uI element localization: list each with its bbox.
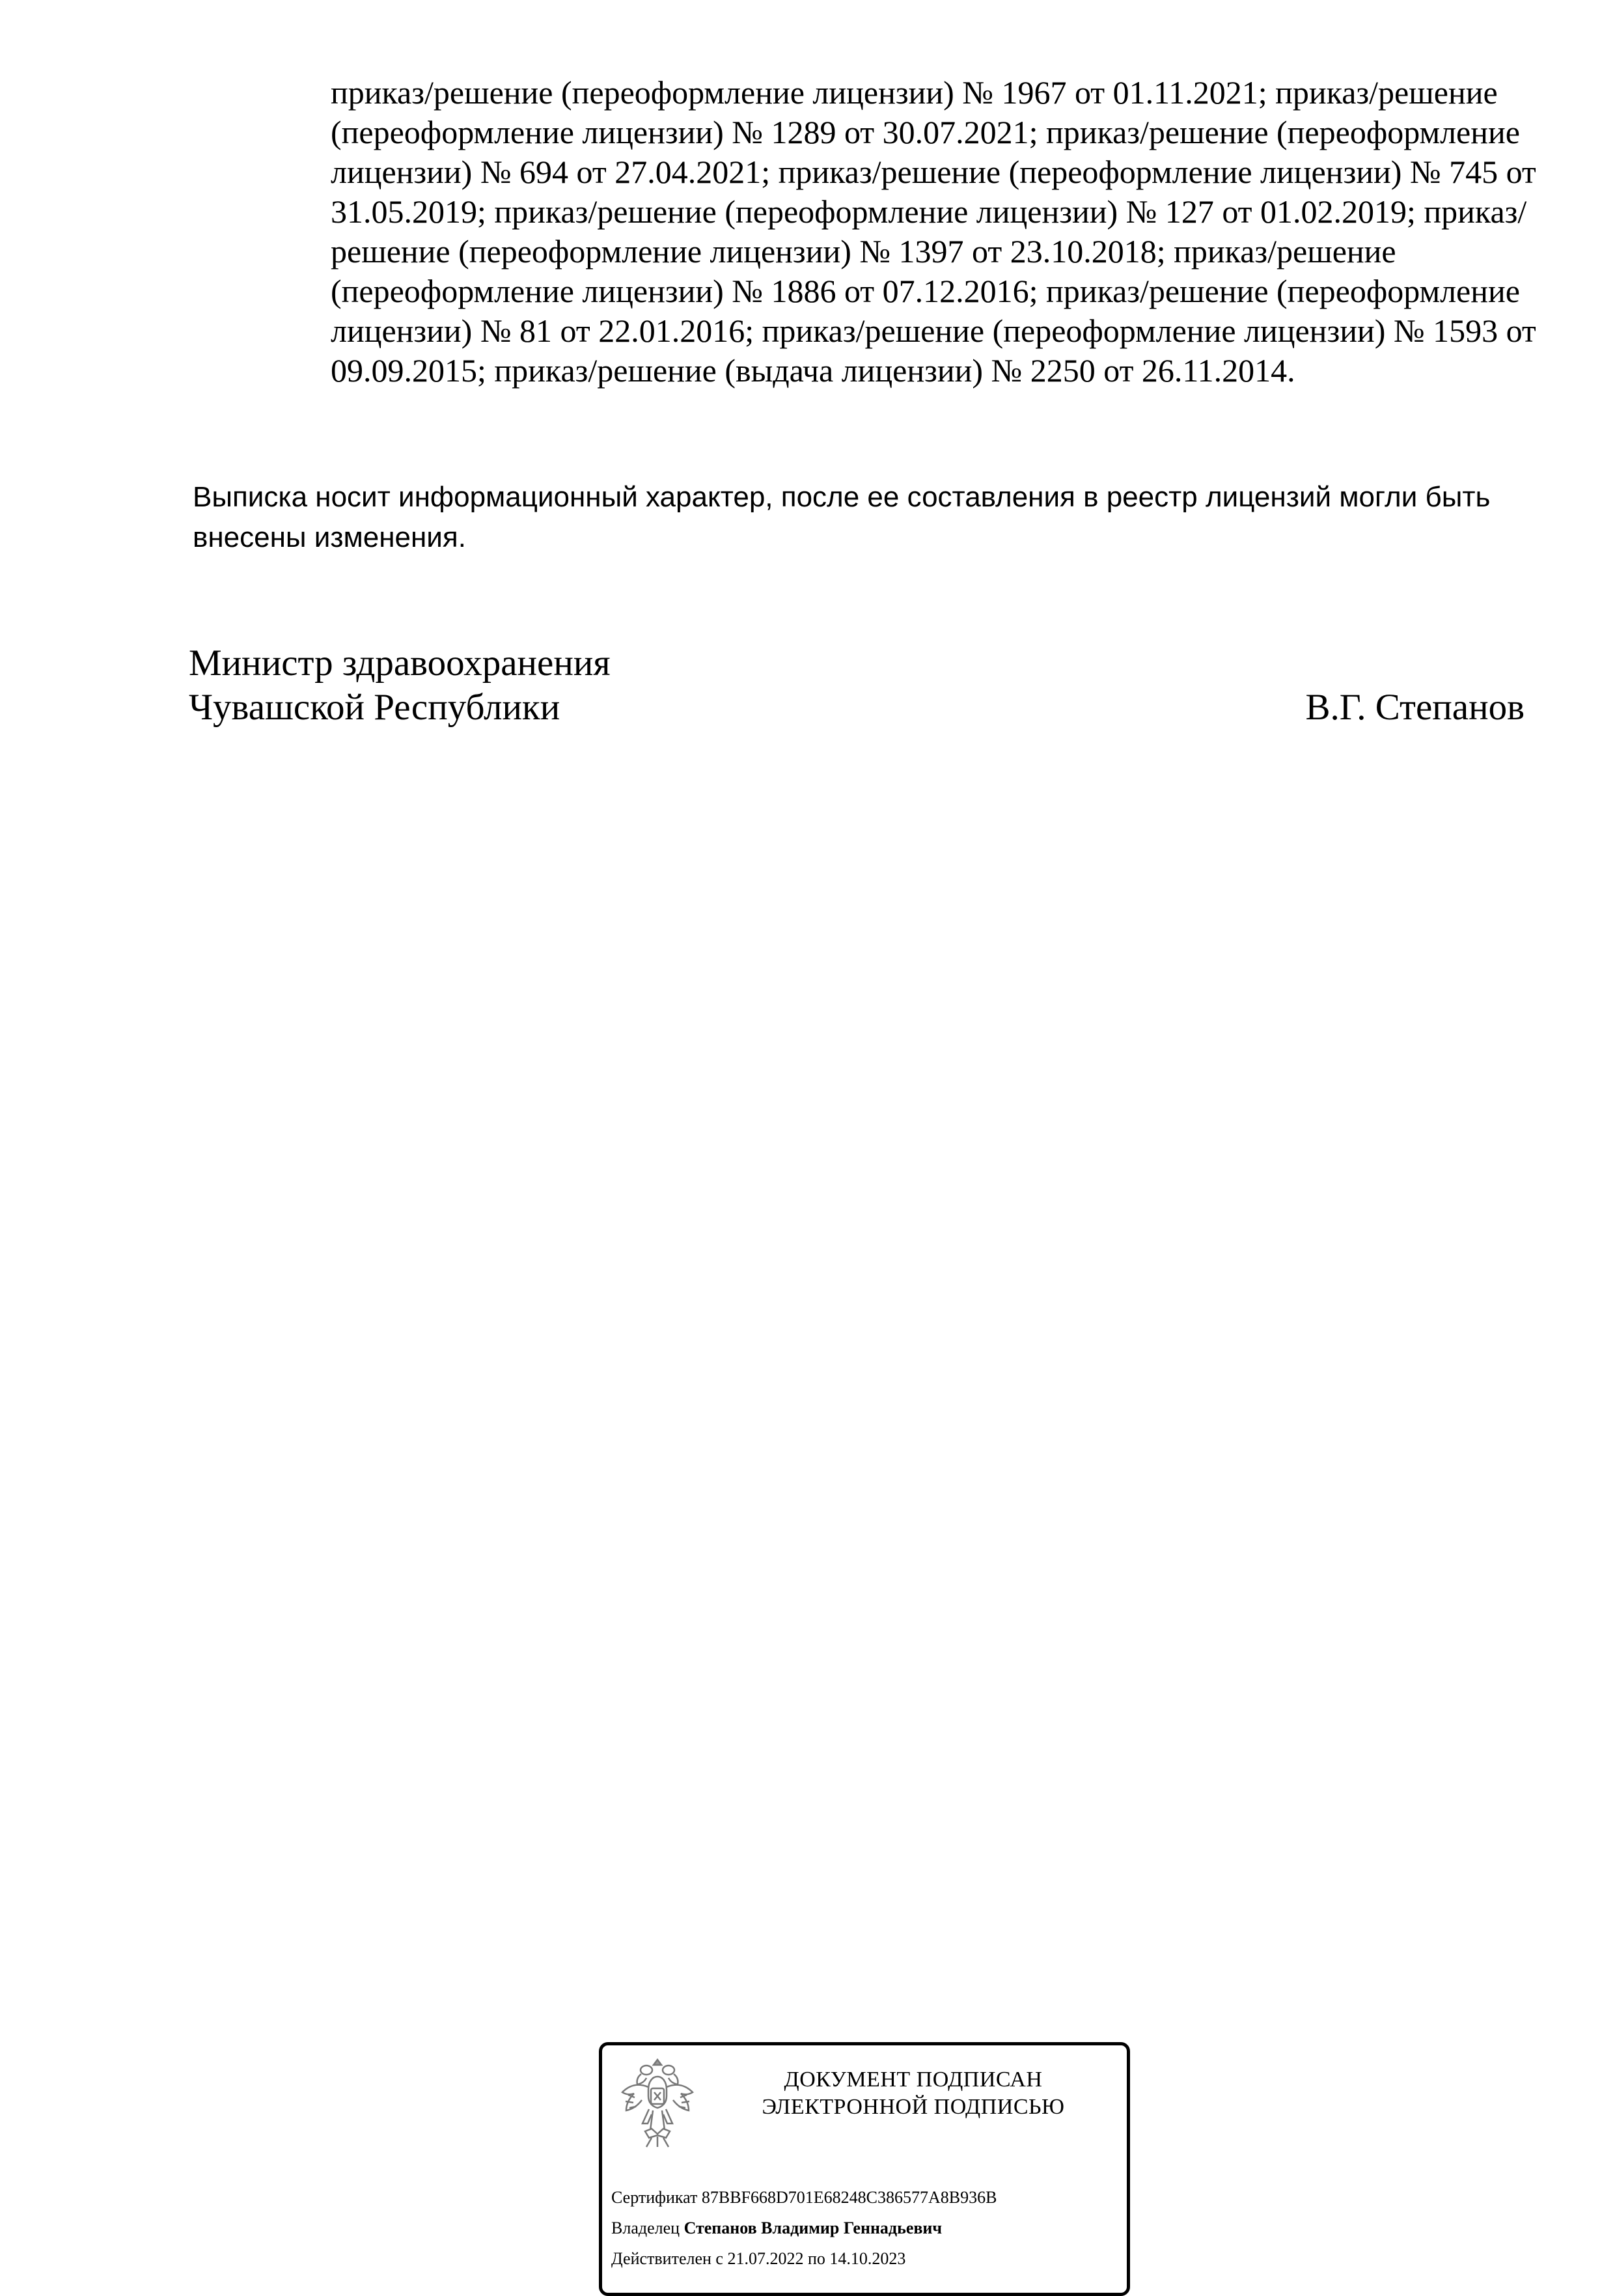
- stamp-details: [611, 2182, 997, 2274]
- signatory-name: В.Г. Степанов: [1305, 687, 1525, 728]
- information-notice: Выписка носит информационный характер, после ее составления в реестр лицензий могли быть внесены изменения.: [193, 481, 1491, 553]
- electronic-signature-stamp: [599, 2042, 1130, 2296]
- orders-history-paragraph: приказ/решение (переоформление лицензии) № 1967 от 01.11.2021; приказ/решение (переоформление лицензии) № 1289 от 30.07.2021; приказ/решение (переоформление лицензии) № 694 от 27.04.2021; приказ/решение (переоформление лицензии) № 745 от 31.05.2019; приказ/решение (переоформление лицензии) № 127 от 01.02.2019; приказ/решение (переоформление лицензии) № 1397 от 23.10.2018; приказ/решение (переоформление лицензии) № 1886 от 07.12.2016; приказ/решение (переоформление лицензии) № 81 от 22.01.2016; приказ/решение (переоформление лицензии) № 1593 от 09.09.2015; приказ/решение (выдача лицензии) № 2250 от 26.11.2014.: [331, 74, 1536, 389]
- owner-label: Владелец: [611, 2219, 680, 2237]
- validity-row: [611, 2243, 997, 2274]
- certificate-label: Сертификат: [611, 2188, 698, 2207]
- stamp-title: [706, 2066, 1120, 2121]
- certificate-row: [611, 2182, 997, 2213]
- valid-to-label: по: [807, 2249, 825, 2268]
- certificate-value: 87BBF668D701E68248C386577A8B936B: [701, 2188, 997, 2207]
- stamp-title-line1: ДОКУМЕНТ ПОДПИСАН: [784, 2068, 1043, 2092]
- signatory-position-line2: Чувашской Республики: [189, 687, 560, 728]
- russian-coat-of-arms-icon: [615, 2054, 700, 2152]
- signature-block: [189, 641, 1530, 730]
- valid-to-value: 14.10.2023: [829, 2249, 906, 2268]
- stamp-title-line2: ЭЛЕКТРОННОЙ ПОДПИСЬЮ: [762, 2095, 1065, 2119]
- owner-row: [611, 2213, 997, 2243]
- owner-value: Степанов Владимир Геннадьевич: [683, 2219, 943, 2237]
- signatory-position-line1: Министр здравоохранения: [189, 643, 611, 684]
- valid-from-value: 21.07.2022: [727, 2249, 804, 2268]
- valid-from-label: Действителен с: [611, 2249, 723, 2268]
